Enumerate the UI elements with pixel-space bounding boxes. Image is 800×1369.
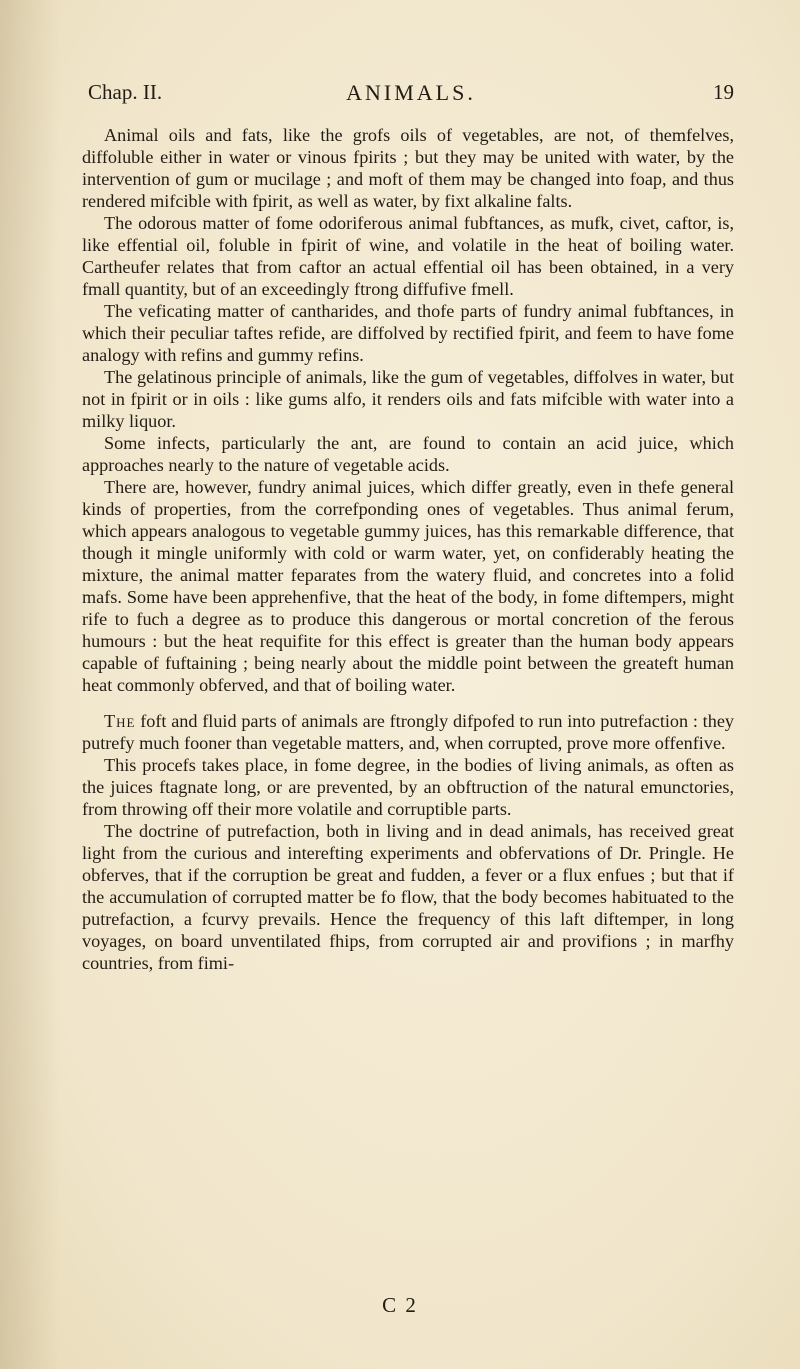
paragraph: The gelatinous principle of animals, like the gum of vegetables, diffolves in water, but not in fpirit or in oils : like gums alfo, it renders oils and fats mifcible with water into a milky liquor. [82,367,734,431]
paragraph: The veficating matter of cantharides, and thofe parts of fundry animal fubftances, in which their peculiar taftes refide, are diffolved by rectified fpirit, and feem to have fome analogy with refins and gummy refins. [82,301,734,365]
body-text [82,124,734,974]
running-header [88,80,734,114]
running-title: ANIMALS. [346,80,476,105]
paragraph: Animal oils and fats, like the grofs oils of vegetables, are not, of themfelves, diffoluble either in water or vinous fpirits ; but they may be united with water, by the intervention of gum or mucilage ; and moft of them may be changed into foap, and thus rendered mifcible with fpirit, as well as water, by fixt alkaline falts. [82,125,734,211]
paragraph: This procefs takes place, in fome degree, in the bodies of living animals, as often as the juices ftagnate long, or are prevented, by an obftruction of the natural emunctories, from throwing off their more volatile and corruptible parts. [82,755,734,819]
section-paragraph-text: foft and fluid parts of animals are ftrongly difpofed to run into putrefaction : they putrefy much fooner than vegetable matters, and, when corrupted, prove more offenfive. [82,711,734,753]
page-edge-shadow [0,0,60,1369]
section-paragraph [82,710,734,754]
paragraph: There are, however, fundry animal juices, which differ greatly, even in thefe general kinds of properties, from the correfponding ones of vegetables. Thus animal ferum, which appears analogous to vegetable gummy juices, has this remarkable difference, that though it mingle uniformly with cold or warm water, yet, on confiderably heating the mixture, the animal matter feparates from the watery fluid, and concretes into a folid mafs. Some have been apprehenfive, that the heat of the body, in fome diftempers, might rife to fuch a degree as to produce this dangerous or mortal concretion of the ferous humours : but the heat requifite for this effect is greater than the human body appears capable of fuftaining ; being nearly about the middle point between the greateft human heat commonly obferved, and that of boiling water. [82,477,734,695]
paragraph: Some infects, particularly the ant, are found to contain an acid juice, which approaches nearly to the nature of vegetable acids. [82,433,734,475]
paragraph: The odorous matter of fome odoriferous animal fubftances, as mufk, civet, caftor, is, like effential oil, foluble in fpirit of wine, and volatile in the heat of boiling water. Cartheufer relates that from caftor an actual effential oil has been obtained, in a very fmall quantity, but of an exceedingly ftrong diffufive fmell. [82,213,734,299]
page-number: 19 [713,80,734,104]
signature-mark: C 2 [382,1293,418,1317]
chapter-label: Chap. II. [88,80,163,104]
paragraph: The doctrine of putrefaction, both in living and in dead animals, has received great light from the curious and interefting experiments and obfervations of Dr. Pringle. He obferves, that if the corruption be great and fudden, a fever or a flux enfues ; but that if the accumulation of corrupted matter be fo flow, that the body becomes habituated to the putrefaction, a fcurvy prevails. Hence the frequency of this laft diftemper, in long voyages, on board unventilated fhips, from corrupted air and provifions ; in marfhy countries, from fimi- [82,821,734,973]
section-lead-word: The [104,711,136,731]
